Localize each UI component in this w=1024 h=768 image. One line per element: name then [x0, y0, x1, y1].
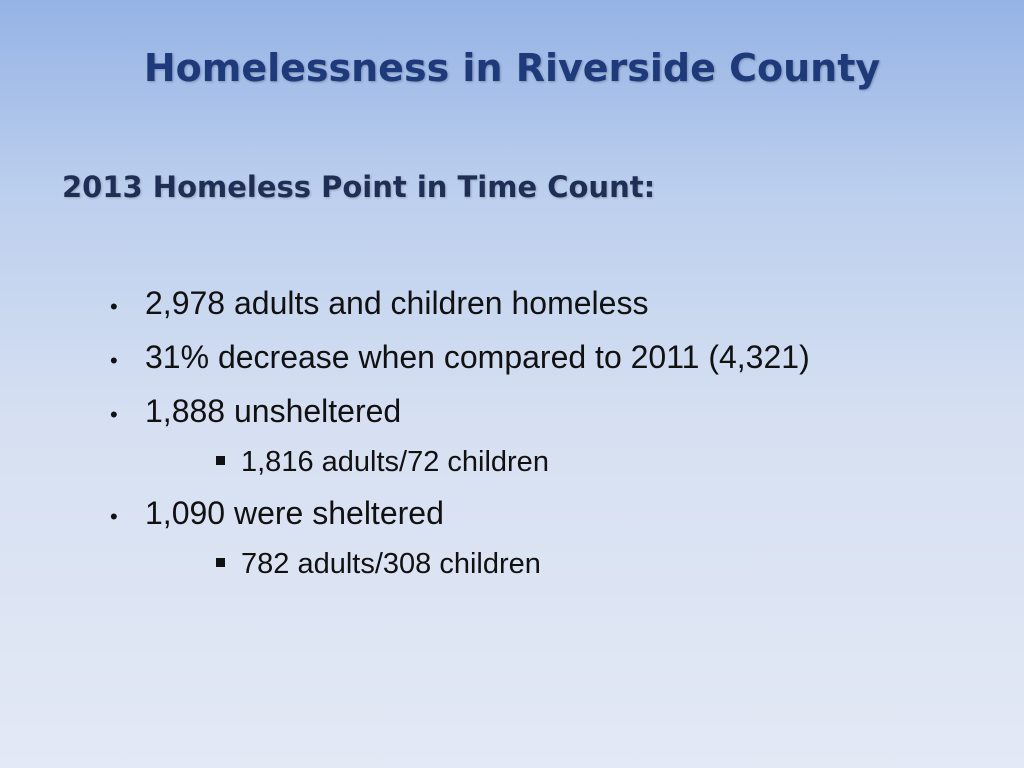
bullet-item: [110, 384, 810, 438]
square-bullet-icon: [216, 456, 225, 465]
bullet-text: 1,888 unsheltered: [145, 393, 402, 429]
bullet-dot-icon: •: [110, 294, 118, 319]
sub-bullet-text: 1,816 adults/72 children: [241, 446, 549, 478]
bullet-dot-icon: •: [110, 402, 118, 427]
sub-bullet-item: [110, 438, 810, 486]
bullet-list: [110, 276, 810, 588]
bullet-text: 2,978 adults and children homeless: [145, 285, 649, 321]
slide-title: Homelessness in Riverside County: [143, 46, 881, 90]
bullet-item: [110, 276, 810, 330]
bullet-item: [110, 330, 810, 384]
sub-bullet-item: [110, 540, 810, 588]
bullet-item: [110, 486, 810, 540]
bullet-text: 1,090 were sheltered: [145, 495, 444, 531]
slide-subtitle: 2013 Homeless Point in Time Count:: [62, 170, 656, 204]
bullet-dot-icon: •: [110, 504, 118, 529]
square-bullet-icon: [216, 558, 225, 567]
bullet-text: 31% decrease when compared to 2011 (4,321): [145, 339, 810, 375]
bullet-dot-icon: •: [110, 348, 118, 373]
sub-bullet-text: 782 adults/308 children: [241, 548, 541, 580]
